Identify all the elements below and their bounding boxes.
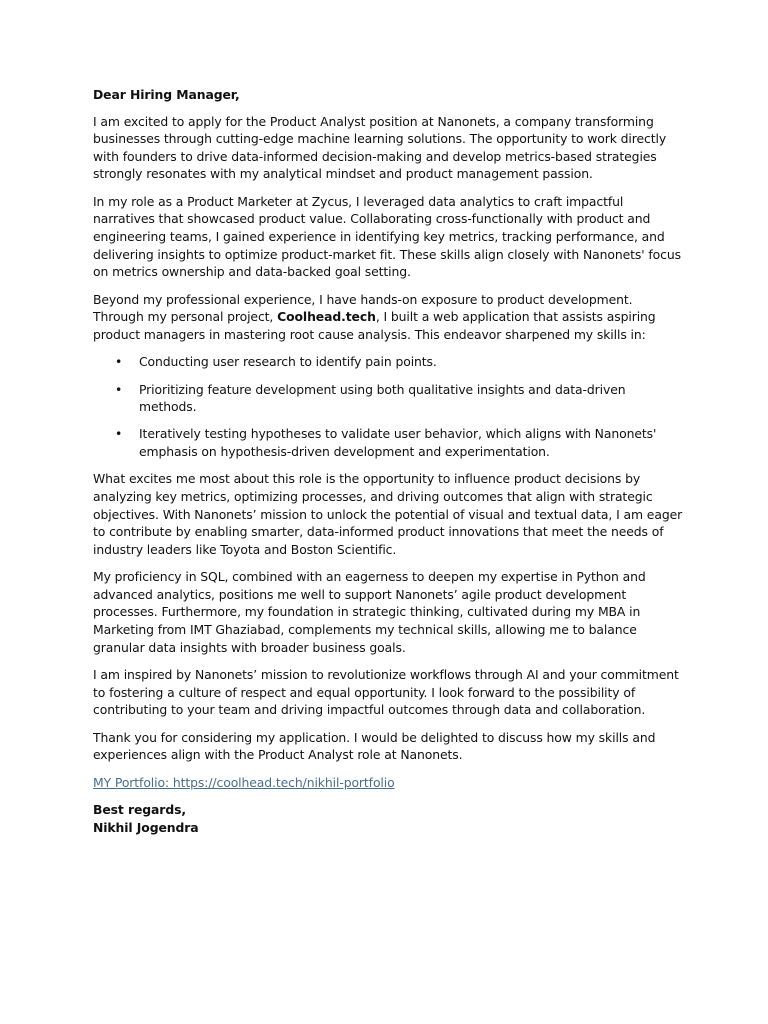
bullet-icon: • [115, 381, 123, 397]
cover-letter [93, 86, 683, 836]
list-item [93, 381, 683, 416]
salutation: Dear Hiring Manager, [93, 87, 240, 102]
paragraph-project-before: Beyond my professional experience, I have hands-on exposure to product development. Through my personal project, [93, 291, 633, 325]
paragraph-inspiration: I am inspired by Nanonets’ mission to revolutionize workflows through AI and your commitment to fostering a culture of respect and equal opportunity. I look forward to the possibility of contributing to your team and driving impactful outcomes through data and collaboration. [93, 667, 679, 718]
bullet-icon: • [115, 426, 123, 442]
paragraph-thanks: Thank you for considering my application. I would be delighted to discuss how my skills and experiences align with the Product Analyst role at Nanonets. [93, 729, 656, 763]
list-item [93, 353, 683, 371]
bullet-icon: • [115, 354, 123, 370]
paragraph-skills: My proficiency in SQL, combined with an eagerness to deepen my expertise in Python and advanced analytics, positions me well to support Nanonets’ agile product development processes. Furthermore, my foundation in strategic thinking, cultivated during my MBA in Marketing from IMT Ghaziabad, complements my technical skills, allowing me to balance granular data insights with broader business goals. [93, 569, 646, 655]
closing: Best regards, [93, 801, 186, 817]
paragraph-intro: I am excited to apply for the Product Analyst position at Nanonets, a company transforming businesses through cutting-edge machine learning solutions. The opportunity to work directly with founders to drive data-informed decision-making and develop metrics-based strategies strongly resonates with my analytical mindset and product management passion. [93, 113, 667, 182]
list-item-text: Conducting user research to identify pain points. [139, 354, 437, 370]
project-name: Coolhead.tech [277, 309, 376, 325]
portfolio-link[interactable]: MY Portfolio: https://coolhead.tech/nikhil-portfolio [93, 774, 395, 790]
list-item-text: Iteratively testing hypotheses to validate user behavior, which aligns with Nanonets' emphasis on hypothesis-driven development and experimentation. [139, 426, 657, 460]
paragraph-project-after: , I built a web application that assists aspiring product managers in mastering root cause analysis. This endeavor sharpened my skills in: [93, 309, 656, 342]
paragraph-experience: In my role as a Product Marketer at Zycus, I leveraged data analytics to craft impactful narratives that showcased product value. Collaborating cross-functionally with product and engineering teams, I gained experience in identifying key metrics, tracking performance, and delivering insights to optimize product-market fit. These skills align closely with Nanonets' focus on metrics ownership and data-backed goal setting. [93, 193, 681, 280]
list-item-text: Prioritizing feature development using both qualitative insights and data-driven methods. [139, 381, 626, 415]
paragraph-project [93, 291, 683, 344]
paragraph-motivation: What excites me most about this role is the opportunity to influence product decisions by analyzing key metrics, optimizing processes, and driving outcomes that align with strategic objectives. With Nanonets’ mission to unlock the potential of visual and textual data, I am eager to contribute by enabling smarter, data-informed product innovations that meet the needs of industry leaders like Toyota and Boston Scientific. [93, 471, 683, 557]
list-item [93, 425, 683, 460]
signature-name: Nikhil Jogendra [93, 819, 199, 835]
skills-list [93, 353, 683, 461]
